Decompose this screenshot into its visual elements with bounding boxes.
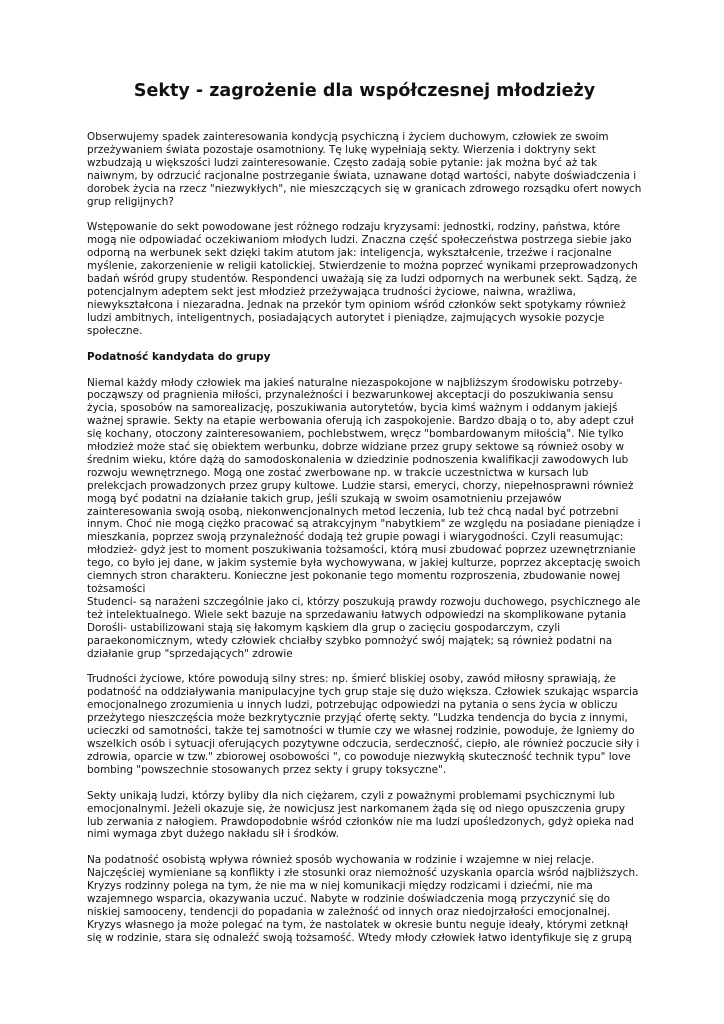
section-heading: Podatność kandydata do grupy xyxy=(87,350,271,363)
paragraph-students: Studenci- są narażeni szczególnie jako ci, którzy poszukują prawdy rozwoju duchowego, psychicznego ale też intelektualnego. Wiele sekt bazuje na sprzedawaniu łatwych odpowiedzi na skomplikowane pytania xyxy=(87,595,641,621)
paragraph-intro-1: Obserwujemy spadek zainteresowania kondycją psychiczną i życiem duchowym, człowiek ze swoim przeżywaniem świata pozostaje osamotniony. Tę lukę wypełniają sekty. Wierzenia i doktryny sekt wzbudzają u większości ludzi zainteresowanie. Często zadają sobie pytanie: jak można być aż tak naiwnym, by odrzucić racjonalne postrzeganie świata, uznawane dotąd wartości, nabyte doświadczenia i dorobek życia na rzecz "niezwykłych", nie mieszczących się w granicach zdrowego rozsądku ofert nowych grup religijnych? xyxy=(87,131,642,208)
paragraph-adults: Dorośli- ustabilizowani stają się łakomym kąskiem dla grup o zacięciu gospodarczym, czyli paraekonomicznym, wtedy człowiek chciałby szybko pomnożyć swój majątek; są również podatni na działanie grup "sprzedających" zdrowie xyxy=(87,621,613,660)
paragraph-family-upbringing: Na podatność osobistą wpływa również sposób wychowania w rodzinie i wzajemne w niej relacje. Najczęściej wymieniane są konflikty i złe stosunki oraz niemożność uzyskania oparcia wśród najbliższych. Kryzys rodzinny polega na tym, że nie ma w niej komunikacji między rodzicami i dziećmi, nie ma wzajemnego wsparcia, okazywania uczuć. Nabyte w rodzinie doświadczenia mogą przyczynić się do niskiej samooceny, tendencji do popadania w zależność od innych oraz niedojrzałości emocjonalnej. Kryzys własnego ja może polegać na tym, że nastolatek w okresie buntu neguje ideały, którymi zetknął się w rodzinie, stara się odnaleźć swoją tożsamość. Wtedy młody człowiek łatwo identyfikuje się z grupą xyxy=(87,854,639,944)
paragraph-candidates: Niemal każdy młody człowiek ma jakieś naturalne niezaspokojone w najbliższym środowisku potrzeby- począwszy od pragnienia miłości, przynależności i bezwarunkowej akceptacji do poszukiwania sensu życia, sposobów na samorealizację, poszukiwania autorytetów, bycia kimś ważnym i oddanym jakiejś ważnej sprawie. Sekty na etapie werbowania oferują ich zaspokojenie. Bardzo dbają o to, aby adept czuł się kochany, otoczony zainteresowaniem, pochlebstwem, wręcz "bombardowanym miłością". Nie tylko młodzież może stać się obiektem werbunku, dobrze widziane przez grupy sektowe są również osoby w średnim wieku, które dążą do samodoskonalenia w dziedzinie podnoszenia kwalifikacji zawodowych lub rozwoju wewnętrznego. Mogą one zostać zwerbowane np. w trakcie uczestnictwa w kursach lub prelekcjach prowadzonych przez grupy kultowe. Ludzie starsi, emeryci, chorzy, niepełnosprawni również mogą być podatni na działanie takich grup, jeśli szukają w swoim osamotnieniu przejawów zainteresowania swoją osobą, niekonwencjonalnych metod leczenia, lub też chcą nadal być potrzebni innym. Choć nie mogą ciężko pracować są atrakcyjnym "nabytkiem" ze względu na posiadane pieniądze i mieszkania, poprzez swoją przynależność dodają też grupie powagi i wiarygodności. Czyli reasumując: młodzież- gdyż jest to moment poszukiwania tożsamości, którą musi zbudować poprzez uzewnętrznianie tego, co było jej dane, w jakim systemie była wychowywana, w jakiej kulturze, poprzez akceptację swoich ciemnych stron charakteru. Konieczne jest pokonanie tego momentu rozproszenia, zbudowanie nowej tożsamości xyxy=(87,376,641,595)
paragraph-sects-avoid: Sekty unikają ludzi, którzy byliby dla nich ciężarem, czyli z poważnymi problemami psychicznymi lub emocjonalnymi. Jeżeli okazuje się, że nowicjusz jest narkomanem żąda się od niego opuszczenia grupy lub zerwania z nałogiem. Prawdopodobnie wśród członków nie ma ludzi upośledzonych, gdyż opieka nad nimi wymaga zbyt dużego nakładu sił i środków. xyxy=(87,789,634,841)
paragraph-intro-2: Wstępowanie do sekt powodowane jest różnego rodzaju kryzysami: jednostki, rodziny, państwa, które mogą nie odpowiadać oczekiwaniom młodych ludzi. Znaczna część społeczeństwa postrzega siebie jako odporną na werbunek sekt dzięki takim atutom jak: inteligencja, wykształcenie, trzeźwe i racjonalne myślenie, zakorzenienie w religii katolickiej. Stwierdzenie to można poprzeć wynikami przeprowadzonych badań wśród grupy studentów. Respondenci uważają się za ludzi odpornych na werbunek sekt. Sądzą, że potencjalnym adeptem sekt jest młodzież przeżywająca trudności życiowe, naiwna, wrażliwa, niewykształcona i niezaradna. Jednak na przekór tym opiniom wśród członków sekt spotykamy również ludzi ambitnych, inteligentnych, posiadających autorytet i pieniądze, zajmujących wysokie pozycje społeczne. xyxy=(87,221,638,337)
paragraph-life-difficulties: Trudności życiowe, które powodują silny stres: np. śmierć bliskiej osoby, zawód miłosny sprawiają, że podatność na oddziaływania manipulacyjne tych grup staje się dużo większa. Człowiek szukając wsparcia emocjonalnego zrozumienia u innych ludzi, potrzebując odpowiedzi na pytania o sens życia w obliczu przeżytego nieszczęścia może bezkrytycznie przyjąć ofertę sekty. "Ludzka tendencja do bycia z innymi, ucieczki od samotności, także tej samotności w tłumie czy we własnej rodzinie, powoduje, że lgniemy do wszelkich osób i sytuacji oferujących pozytywne odczucia, serdeczność, ciepło, ale również poczucie siły i zdrowia, oparcie w tzw." zbiorowej osobowości ", co powoduje niezwykłą skuteczność technik typu" love bombing "powszechnie stosowanych przez sekty i grupy toksyczne". xyxy=(87,673,640,776)
document-title: Sekty - zagrożenie dla współczesnej młodzieży xyxy=(133,81,596,101)
document-page xyxy=(87,80,642,958)
section-block xyxy=(87,377,642,661)
